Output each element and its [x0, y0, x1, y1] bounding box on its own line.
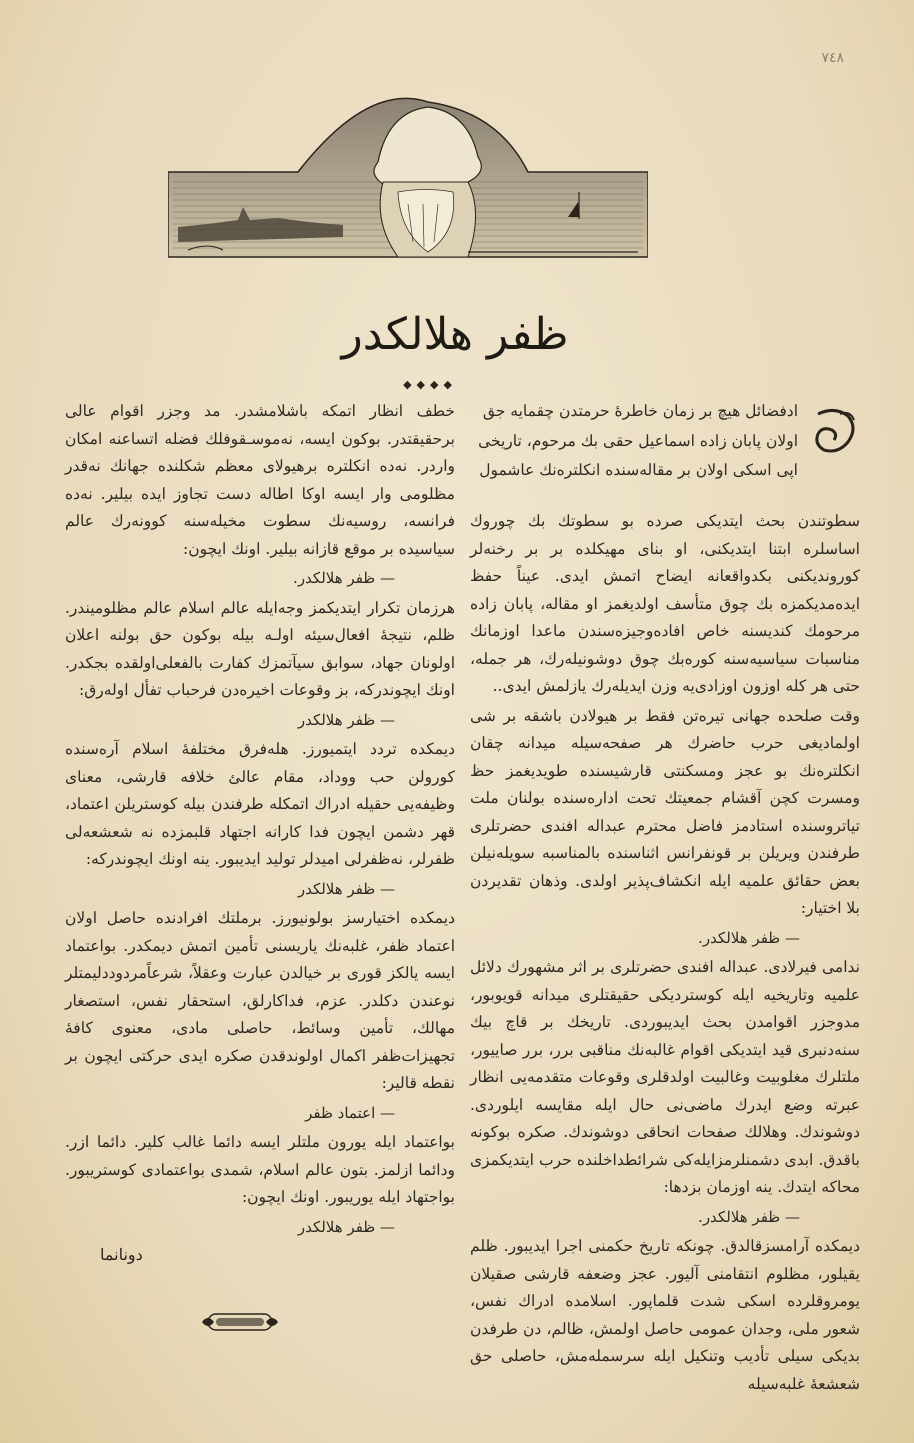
end-ornament-icon — [200, 1310, 280, 1334]
paragraph: خطف انظار اتمکه باشلامشدر. مد وجزر اقوام عالی برحقیقتدر. بوکون ایسه، نه‌موسـقوفلك فضله اتساعنه امکان واردر. نه‌ده انکلتره برهیولای معظم شکلنده جهانك نه‌قدر مظلومی وار ایسه اوکا اطاله دست تجاوز ایده بیلیر. نه‌ده فرانسه، روسیه‌نك سطوت مخیله‌سنه کوونه‌رك عالم سیاسیده بر موقع قازانه بیلیر. اونك ایچون: — [65, 402, 455, 558]
article-title: ظفر هلالكدر — [341, 309, 569, 360]
paragraph: دیمکده آرامسزقالدق. چونکه تاریخ حکمنی اجرا ایدیبور. ظلم یقیلور، مظلوم انتقامنی آلیور. عجز وضعفه قارشی صقیلان یومروقلرده اسکی شدت قلماپور. اسلامده ادراك نفس، شعور ملی، وجدان عمومی حاصل اولمش، ظالم، دن طرفدن بدیکی سیلی تأدیب وتنکیل ایله سرسمله‌مش، حاصلی حق شعشعهٔ غلبه‌سیله — [470, 1237, 860, 1393]
header-illustration — [168, 92, 648, 267]
paragraph: هرزمان تکرار ایتدیکمز وجه‌ایله عالم اسلام عالم مظلومیندر. ظلم، نتیجهٔ افعال‌سیئه اولـه بیله بوکون حق بولنه اعلان اولونان جهاد، سوابق سیآتمزك کفارت بالفعلی‌اولقده بجکدر. اونك ایچوندرکه، بز وقوعات اخیره‌دن فرحباب تفأل اوله‌رق: — [65, 598, 455, 699]
refrain: — ظفر هلالكدر. — [293, 569, 395, 587]
paragraph: وقت صلحده جهانی تیره‌تن فقط بر هیولادن باشقه بر شی اولمادیغی حرب حاضرك هر صفحه‌سیله میدانه چقان انکلتره‌نك بو عجز ومسکنتی قارشیسنده طویدیغمز حظ ومسرت کچن آقشام جمعیتك تحت اداره‌سنده بولنان ملت تیاتروسنده استادمز فاضل محترم عبداله افندی حضرتلری طرفندن ویریلن بر قونفرانس اثناسنده بالمناسبه سویله‌نیلن بعض حقائق علمیه ایله انکشاف‌پذیر اولدی. وذهان تقدیردن بلا اختیار: — [470, 706, 860, 917]
refrain: — ظفر هلالكدر — [297, 1217, 395, 1236]
dropcap-line: اپی اسکی اولان بر مقاله‌سنده انکلتره‌نك عاشمول — [479, 461, 798, 479]
refrain: — ظفر هلالكدر. — [698, 928, 800, 947]
paragraph: بواعتماد ایله یورون ملتلر ایسه دائما غالب کلیر. دائما ازر. ودائما ازلمز. بتون عالم اسلام، شمدی بواعتمادی کوستریبور. بواجتهاد ایله یوریبور. اونك ایچون: — [65, 1133, 455, 1206]
dropcap-line: ادفضائل هیچ بر زمان خاطرهٔ حرمتدن چقمایه جق — [482, 402, 798, 420]
refrain: — ظفر هلالكدر — [297, 710, 395, 729]
refrain: — ظفر هلالكدر. — [698, 1207, 800, 1226]
paragraph: ندامی فیرلادی. عبداله افندی حضرتلری بر اثر مشهورك دلائل علمیه وتاریخیه ایله کوستردیکی حقیقتلری میدانه قویوبور، مدوجزر اقوامدن بحث ایدیبوردی. تاریخك بر قاچ بیك سنه‌دنبری قید ایتدیکی اقوام غالبه‌نك مناقبی برر، برر صاییور، ملتلرك مغلوبیت وغالبیت اولدقلری وقوعات متقدمه‌یی انظار عبرته وضع ایدرك ماضی‌نی حال ایله مقایسه ایلوردی. دوشوندك. وهلالك صفحات انحاقی دوشوندك. صکره بوکونه باقدق. ابدی دشمنلرمزایله‌کی شرائطداخلنده حرب ایتدیکمزی محاکه ایتدك. ینه اوزمان بزدها: — [470, 958, 860, 1196]
page-number: ٧٤٨ — [821, 50, 844, 66]
dropcap-letter-icon — [810, 406, 860, 458]
title-ornament: ◆◆◆◆ — [403, 378, 457, 391]
left-column — [65, 398, 455, 1243]
right-column — [470, 398, 860, 1400]
refrain: — اعتماد ظفر — [305, 1103, 395, 1122]
paragraph: دیمکده تردد ایتمیورز. هله‌فرق مختلفهٔ اسلام آره‌سنده کورولن حب ووداد، مقام عالئ خلافه قارشی، معنای وظیفه‌یی حقیله ادراك اتمکله طرفندن بیله کوستریلن اعتماد، قهر دشمن ایچون فدا کارانه اجتهاد قلبمزده نه شعشعه‌لی ظفرلر، نه‌ظفرلی امیدلر تولید ایدیبور. ینه اونك ایچوندرکه: — [65, 740, 455, 868]
refrain: — ظفر هلالكدر — [297, 879, 395, 898]
signature: دونانما — [100, 1245, 143, 1264]
dropcap-line: اولان پابان زاده اسماعیل حقی بك مرحوم، تاریخی — [478, 431, 798, 450]
paragraph: سطوتندن بحث ایتدیکی صرده بو سطوتك بك چوروك اساسلره ابتنا ایتدیکنی، او بنای مهیکلده بر بر رخنه‌لر کوروندیکنی بکدواقعانه ایضاح اتمش ایدی. عیناً حفظ ایده‌مدیکمزه بك چوق متأسف اولدیغمز او مقاله، پابان زاده مرحومك کندیسنه خاص افاده‌وجیزه‌سندن ماعدا اوزمانك مناسبات سیاسیه‌سنه کوره‌بك چوق دوشونیله‌رك، هر جمله، حتی هر کله اوزون اوزادی‌یه وزن ایدیله‌رك یازلمش ایدی.. — [470, 512, 860, 695]
dropcap-block — [470, 398, 860, 508]
paragraph: دیمکده اختیارسز بولونیورز. برملتك افرادنده حاصل اولان اعتماد ظفر، غلبه‌نك یاریسنی تأمین اتمش دیمکدر. بواعتماد ایسه یالکز قوری بر خیالدن عبارت وعقلاً، شرعاًمردوددلیمتلر نوعندن دکلدر. عزم، فداکارلق، استحقار نفس، استصغار مهالك، تأمین وسائط، حاصلی مادی، معنوی کافهٔ تجهیزات‌ظفر اکمال اولوندقدن صکره ایدی حرکتی ایچون بر نقطه قالیر: — [65, 909, 455, 1092]
